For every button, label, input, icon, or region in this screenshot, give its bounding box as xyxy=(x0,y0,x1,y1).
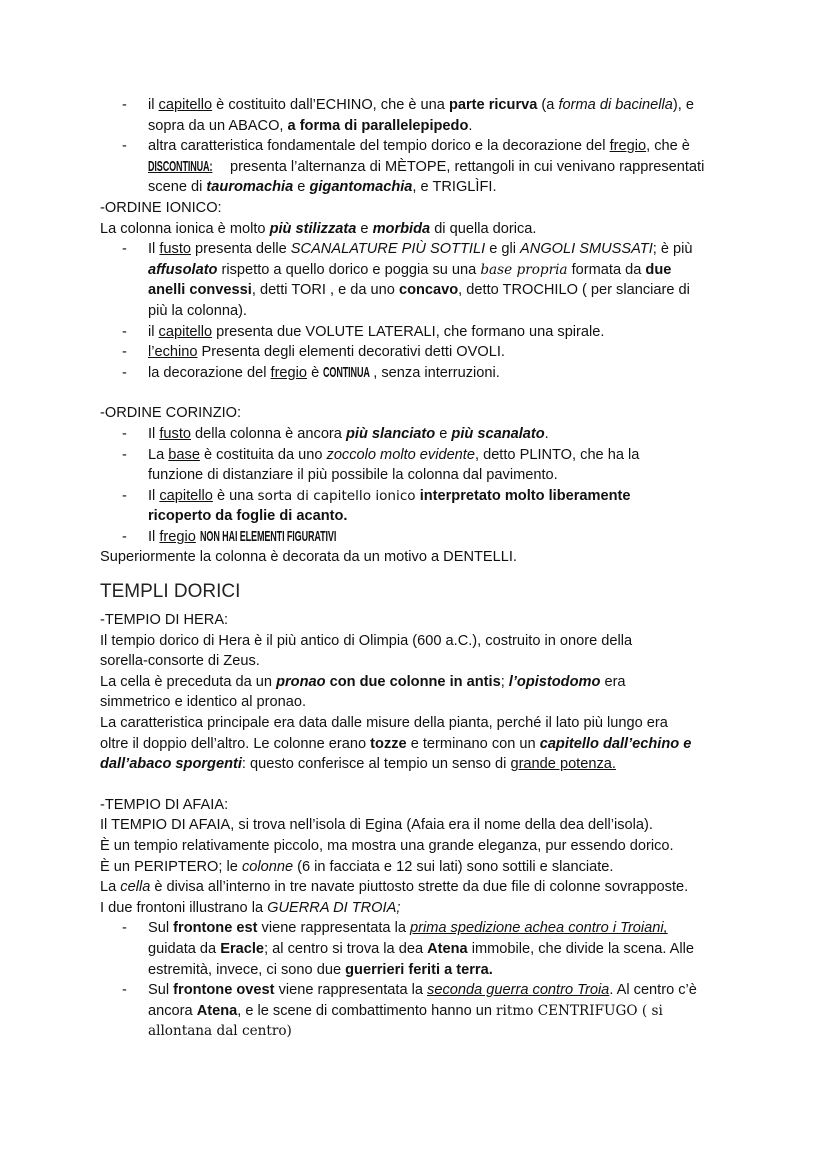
afaia-est-bullet: - Sul frontone est viene rappresentata la prima spedizione achea contro i Troiani, guidata da Eracle; al centro si trova la dea Atena immobile, che divide la scena. Alle estremità, invece, ci sono due guerrieri feriti a terra. xyxy=(100,918,740,980)
ionic-intro: La colonna ionica è molto più stilizzata e morbida di quella dorica. xyxy=(100,220,537,237)
afaia-line-5: I due frontoni illustrano la GUERRA DI TROIA; xyxy=(100,899,401,916)
corinthian-fregio-bullet: - Il fregio NON HAI ELEMENTI FIGURATIVI xyxy=(100,527,740,548)
ionic-heading: -ORDINE IONICO: xyxy=(100,199,222,216)
hera-paragraph-2: La cella è preceduta da un pronao con due colonne in antis; l’opistodomo era simmetrico e identico al pronao. xyxy=(100,673,626,711)
hera-heading: -TEMPIO DI HERA: xyxy=(100,612,229,629)
section-title: TEMPLI DORICI xyxy=(100,581,241,603)
afaia-line-2: È un tempio relativamente piccolo, ma mostra una grande eleganza, pur essendo dorico. xyxy=(100,838,674,854)
afaia-heading: -TEMPIO DI AFAIA: xyxy=(100,796,229,813)
corinthian-closing: Superiormente la colonna è decorata da un motivo a DENTELLI. xyxy=(100,549,517,566)
ionic-capitello-bullet: - il capitello presenta due VOLUTE LATERALI, che formano una spirale. xyxy=(100,322,740,343)
doric-capitello-bullet: - il capitello è costituito dall’ECHINO, che è una parte ricurva (a forma di bacinella), e sopra da un ABACO, a forma di parallelepipedo. xyxy=(100,95,740,136)
corinthian-base-bullet: - La base è costituita da uno zoccolo molto evidente, detto PLINTO, che ha la funzione di distanziare il più possibile la colonna dal pavimento. xyxy=(100,445,740,486)
document-page xyxy=(100,95,740,1042)
ionic-fusto-bullet: - Il fusto presenta delle SCANALATURE PIÙ SOTTILI e gli ANGOLI SMUSSATI; è più affusolato rispetto a quello dorico e poggia su una base propria formata da due anelli convessi, detti TORI , e da uno concavo, detto TROCHILO ( per slanciare di più la colonna). xyxy=(100,239,740,321)
doric-fregio-bullet: - altra caratteristica fondamentale del tempio dorico e la decorazione del fregio, che è DISCONTINUA: presenta l’alternanza di MÈTOPE, rettangoli in cui venivano rappresentati scene di tauromachia e gigantomachia, e TRIGLÌFI. xyxy=(100,136,740,198)
corinthian-capitello-bullet: - Il capitello è una sorta di capitello ionico interpretato molto liberamente ricoperto da foglie di acanto. xyxy=(100,486,740,527)
hera-paragraph-1: Il tempio dorico di Hera è il più antico di Olimpia (600 a.C.), costruito in onore della sorella-consorte di Zeus. xyxy=(100,632,633,670)
ionic-echino-bullet: - l’echino Presenta degli elementi decorativi detti OVOLI. xyxy=(100,342,740,363)
afaia-line-1: Il TEMPIO DI AFAIA, si trova nell’isola di Egina (Afaia era il nome della dea dell’isola). xyxy=(100,817,653,834)
hera-paragraph-3: La caratteristica principale era data dalle misure della pianta, perché il lato più lungo era oltre il doppio dell’altro. Le colonne erano tozze e terminano con un capitello dall’echino e dall’abaco sporgenti: questo conferisce al tempio un senso di grande potenza. xyxy=(100,715,692,773)
afaia-ovest-bullet: - Sul frontone ovest viene rappresentata la seconda guerra contro Troia. Al centro c’è ancora Atena, e le scene di combattimento hanno un ritmo CENTRIFUGO ( si allontana dal centro) xyxy=(100,980,740,1042)
afaia-line-4: La cella è divisa all’interno in tre navate piuttosto strette da due file di colonne sovrapposte. xyxy=(100,879,689,896)
afaia-line-3: È un PERIPTERO; le colonne (6 in facciata e 12 sui lati) sono sottili e slanciate. xyxy=(100,858,614,875)
corinthian-heading: -ORDINE CORINZIO: xyxy=(100,405,242,422)
corinthian-fusto-bullet: - Il fusto della colonna è ancora più slanciato e più scanalato. xyxy=(100,424,740,445)
ionic-fregio-bullet: - la decorazione del fregio è CONTINUA , senza interruzioni. xyxy=(100,363,740,384)
